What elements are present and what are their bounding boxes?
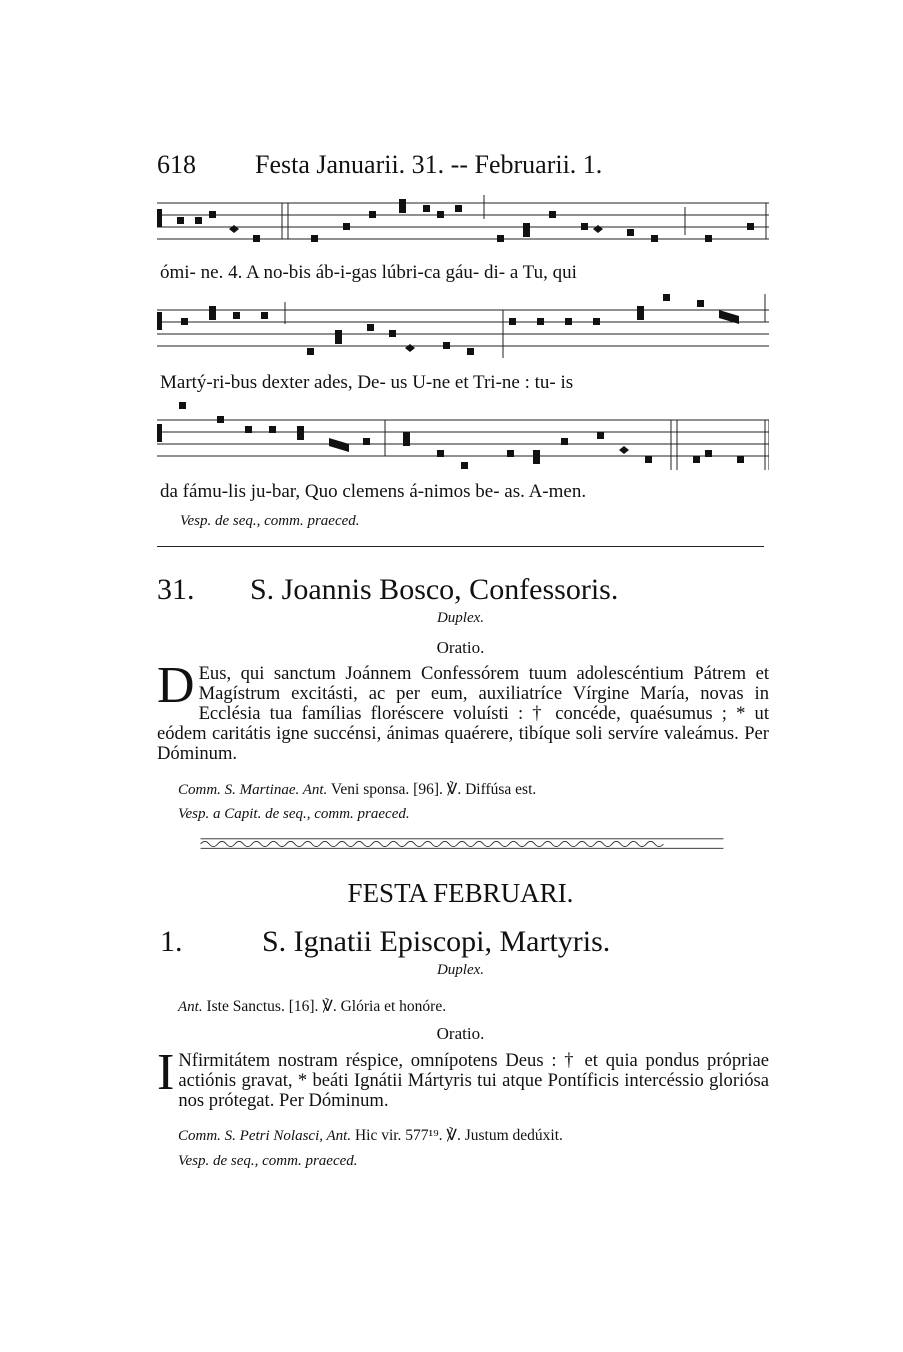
section-1-title: S. Ignatii Episcopi, Martyris. — [262, 925, 611, 958]
chant-lyrics-2: Martý-ri-bus dexter ades, De- us U-ne et Tri-ne : tu- is — [160, 372, 574, 393]
section-1-oratio-label: Oratio. — [436, 1024, 485, 1043]
section-1-rank: Duplex. — [436, 962, 485, 978]
section-31-vespers: Vesp. a Capit. de seq., comm. praeced. — [178, 806, 410, 822]
running-title: Festa Januarii. 31. -- Februarii. 1. — [255, 150, 603, 179]
section-31-comm-label: Comm. S. Martinae. Ant. — [178, 782, 328, 798]
chant-lyrics-3: da fámu-lis ju-bar, Quo clemens á-nimos be- as. A-men. — [160, 481, 587, 502]
section-divider — [157, 546, 764, 547]
section-31-rank: Duplex. — [436, 610, 485, 626]
section-31-number: 31. — [157, 573, 195, 606]
section-1-vespers: Vesp. de seq., comm. praeced. — [178, 1153, 358, 1169]
section-31-commemoration — [178, 780, 536, 799]
ornamental-border — [157, 838, 767, 850]
running-header — [157, 150, 602, 180]
section-31-oratio-label: Oratio. — [436, 638, 485, 657]
chant-staff-3 — [157, 398, 769, 472]
page-number: 618 — [157, 150, 196, 179]
section-1-ant-label: Ant. — [178, 999, 203, 1015]
section-31-title: S. Joannis Bosco, Confessoris. — [250, 573, 619, 606]
section-1-initial: I — [157, 1044, 175, 1101]
chant-staff-2 — [157, 290, 769, 362]
section-1-comm-label: Comm. S. Petri Nolasci, Ant. — [178, 1128, 352, 1144]
chant-staff-1 — [157, 195, 769, 255]
chant-lyrics-1: ómi- ne. 4. A no-bis áb-i-gas lúbri-ca gáu- di- a Tu, qui — [160, 262, 577, 283]
section-1-number: 1. — [160, 925, 183, 958]
section-1-ant-text: Iste Sanctus. [16]. ℣. Glória et honóre. — [206, 998, 447, 1015]
section-1-prayer — [157, 1044, 769, 1111]
festa-heading: FESTA FEBRUARI. — [347, 878, 574, 908]
chant-rubric: Vesp. de seq., comm. praeced. — [180, 513, 360, 529]
section-31-comm-text: Veni sponsa. [96]. ℣. Diffúsa est. — [330, 781, 537, 798]
section-1-comm-text: Hic vir. 577¹⁹. ℣. Justum dedúxit. — [354, 1127, 563, 1144]
section-1-commemoration — [178, 1126, 563, 1145]
section-31-prayer — [157, 657, 769, 764]
section-31-initial: D — [157, 657, 195, 714]
section-31-prayer-text: Eus, qui sanctum Joánnem Confessórem tuum adolescéntium Pátrem et Magístrum excitásti, ac per eum, auxiliatríce Vírgine María, novas in Ecclésia tua famílias floréscere voluísti : † concéde, quaésumus ; * ut eódem caritátis igne succénsi, ánimas quaérere, tibíque soli servíre valeámus. Per Dóminum. — [157, 663, 769, 764]
section-1-prayer-text: Nfirmitátem nostram réspice, omnípotens Deus : † et quia pondus própriae actiónis gravat, * beáti Ignátii Mártyris tui atque Pontíficis intercéssio gloriósa nos prótegat. Per Dóminum. — [178, 1050, 769, 1111]
section-1-antiphon — [178, 997, 446, 1016]
